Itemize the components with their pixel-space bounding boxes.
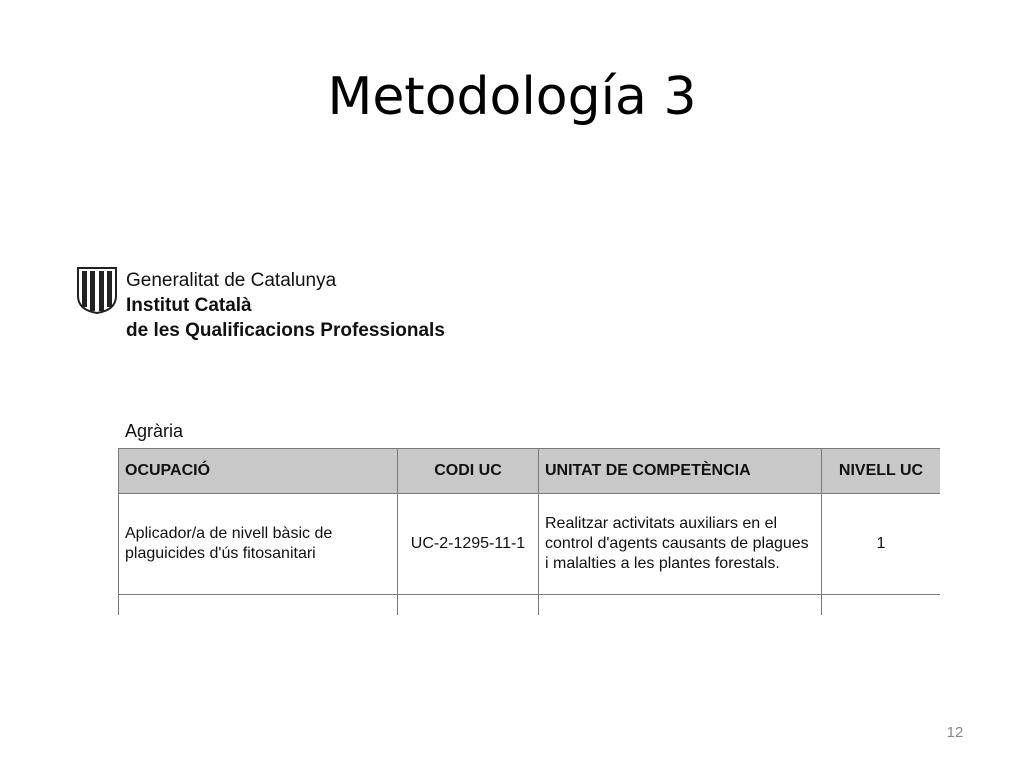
- org-name-line3: de les Qualificacions Professionals: [126, 320, 445, 341]
- section-label: Agrària: [125, 421, 184, 441]
- table-header-row: [119, 449, 941, 494]
- table-row-empty: [119, 595, 941, 616]
- competency-table: [118, 448, 940, 615]
- org-name-line2: Institut Català: [126, 295, 252, 316]
- slide-title: Metodología 3: [327, 67, 697, 127]
- cell-nivell-uc: 1: [822, 494, 941, 595]
- header-codi-uc: CODI UC: [398, 449, 539, 494]
- catalan-coat-of-arms-icon: [76, 266, 118, 314]
- org-name-line1: Generalitat de Catalunya: [126, 270, 337, 291]
- cell-ocupacio: Aplicador/a de nivell bàsic de plaguicides d'ús fitosanitari: [119, 494, 398, 595]
- cell-codi-uc: UC-2-1295-11-1: [398, 494, 539, 595]
- page-number: 12: [946, 724, 964, 741]
- empty-cell: [539, 595, 822, 616]
- header-nivell-uc: NIVELL UC: [822, 449, 941, 494]
- header-ocupacio: OCUPACIÓ: [119, 449, 398, 494]
- organization-header: [126, 268, 445, 343]
- header-unitat-competencia: UNITAT DE COMPETÈNCIA: [539, 449, 822, 494]
- table-row: [119, 494, 941, 595]
- competency-table-container: [118, 448, 940, 615]
- empty-cell: [398, 595, 539, 616]
- cell-unitat-competencia: Realitzar activitats auxiliars en el control d'agents causants de plagues i malalties a les plantes forestals.: [539, 494, 822, 595]
- empty-cell: [119, 595, 398, 616]
- empty-cell: [822, 595, 941, 616]
